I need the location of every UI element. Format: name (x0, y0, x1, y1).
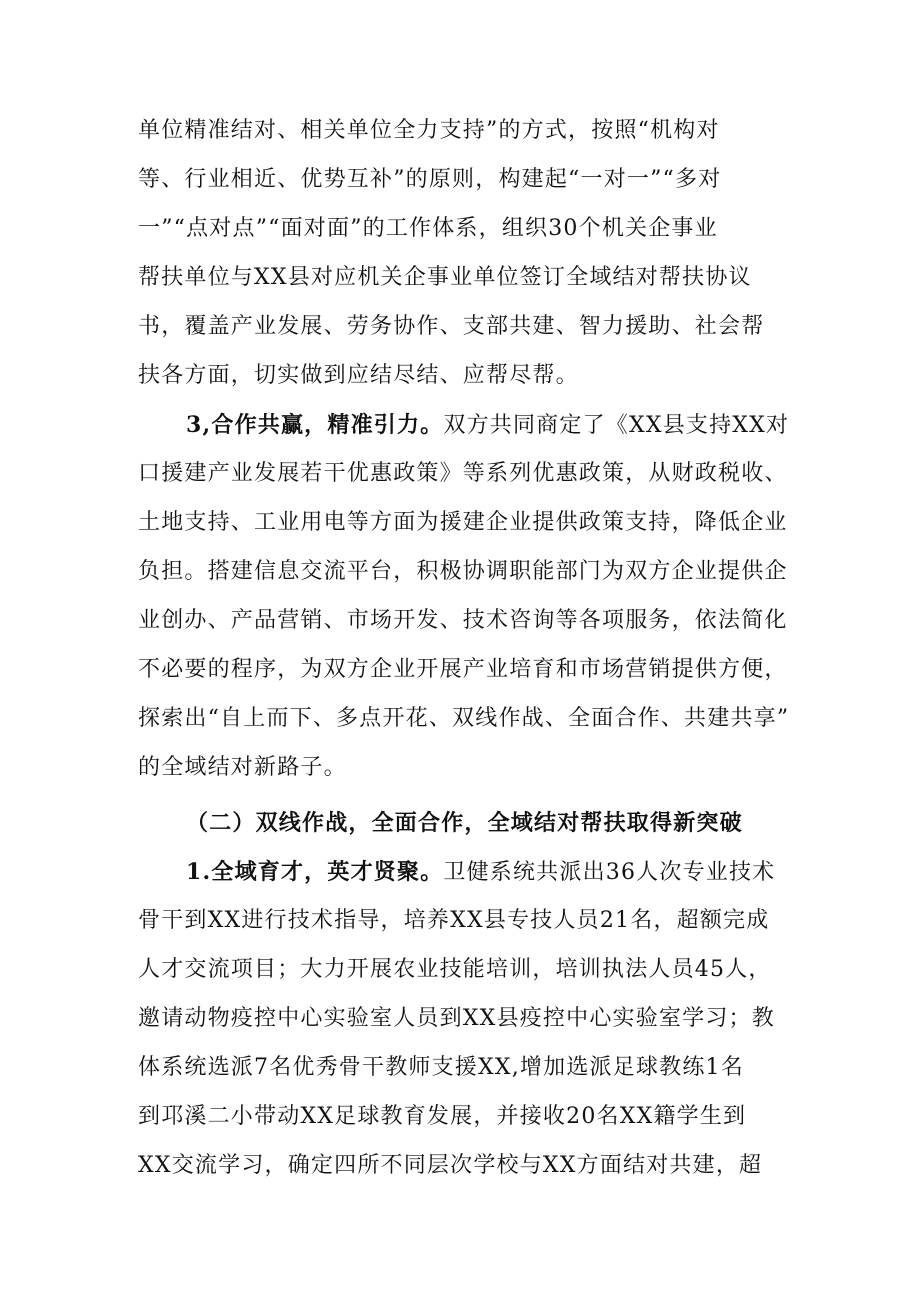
paragraph-line: 不必要的程序，为双方企业开展产业培育和市场营销提供方便， (138, 657, 788, 682)
paragraph-heading: 3,合作共赢，精准引力。 (186, 412, 444, 438)
paragraph-line: 扶各方面，切实做到应结尽结、应帮尽帮。 (138, 363, 579, 388)
paragraph-first-line (186, 410, 789, 440)
section-heading: （二）双线作战，全面合作，全域结对帮扶取得新突破 (186, 810, 743, 836)
paragraph-line: 体系统选派7名优秀骨干教师支援XX,增加选派足球教练1名 (138, 1055, 744, 1080)
paragraph-line: 的全域结对新路子。 (138, 755, 347, 780)
paragraph-line: 书，覆盖产业发展、劳务协作、支部共建、智力援助、社会帮 (138, 314, 765, 339)
paragraph-line: 单位精准结对、相关单位全力支持”的方式，按照“机构对 (138, 118, 720, 143)
paragraph-heading: 1.全域育才，英才贤聚。 (186, 859, 444, 885)
paragraph-line: 探索出“自上而下、多点开花、双线作战、全面合作、共建共享” (138, 706, 790, 731)
paragraph-line: 邀请动物疫控中心实验室人员到XX县疫控中心实验室学习；教 (138, 1006, 775, 1031)
paragraph-line: 土地支持、工业用电等方面为援建企业提供政策支持，降低企业 (138, 510, 788, 535)
paragraph-line: 到邛溪二小带动XX足球教育发展，并接收20名XX籍学生到 (138, 1104, 747, 1129)
paragraph-text: 双方共同商定了《XX县支持XX对 (443, 413, 790, 438)
paragraph-line: 帮扶单位与XX县对应机关企事业单位签订全域结对帮扶协议 (138, 265, 752, 290)
paragraph-line: 负担。搭建信息交流平台，积极协调职能部门为双方企业提供企 (138, 559, 788, 584)
paragraph-line: 口援建产业发展若干优惠政策》等系列优惠政策，从财政税收、 (138, 461, 788, 486)
paragraph-line: XX交流学习，确定四所不同层次学校与XX方面结对共建，超 (138, 1153, 763, 1178)
paragraph-first-line (186, 857, 775, 887)
paragraph-line: 人才交流项目；大力开展农业技能培训，培训执法人员45人， (138, 957, 772, 982)
paragraph-line: 骨干到XX进行技术指导，培养XX县专技人员21名，超额完成 (138, 908, 770, 933)
paragraph-line: 等、行业相近、优势互补”的原则，构建起“一对一”“多对 (138, 167, 722, 192)
paragraph-line: 业创办、产品营销、市场开发、技术咨询等各项服务，依法简化 (138, 608, 788, 633)
paragraph-line: 一”“点对点”“面对面”的工作体系，组织30个机关企事业 (138, 216, 718, 241)
paragraph-text: 卫健系统共派出36人次专业技术 (443, 860, 776, 885)
